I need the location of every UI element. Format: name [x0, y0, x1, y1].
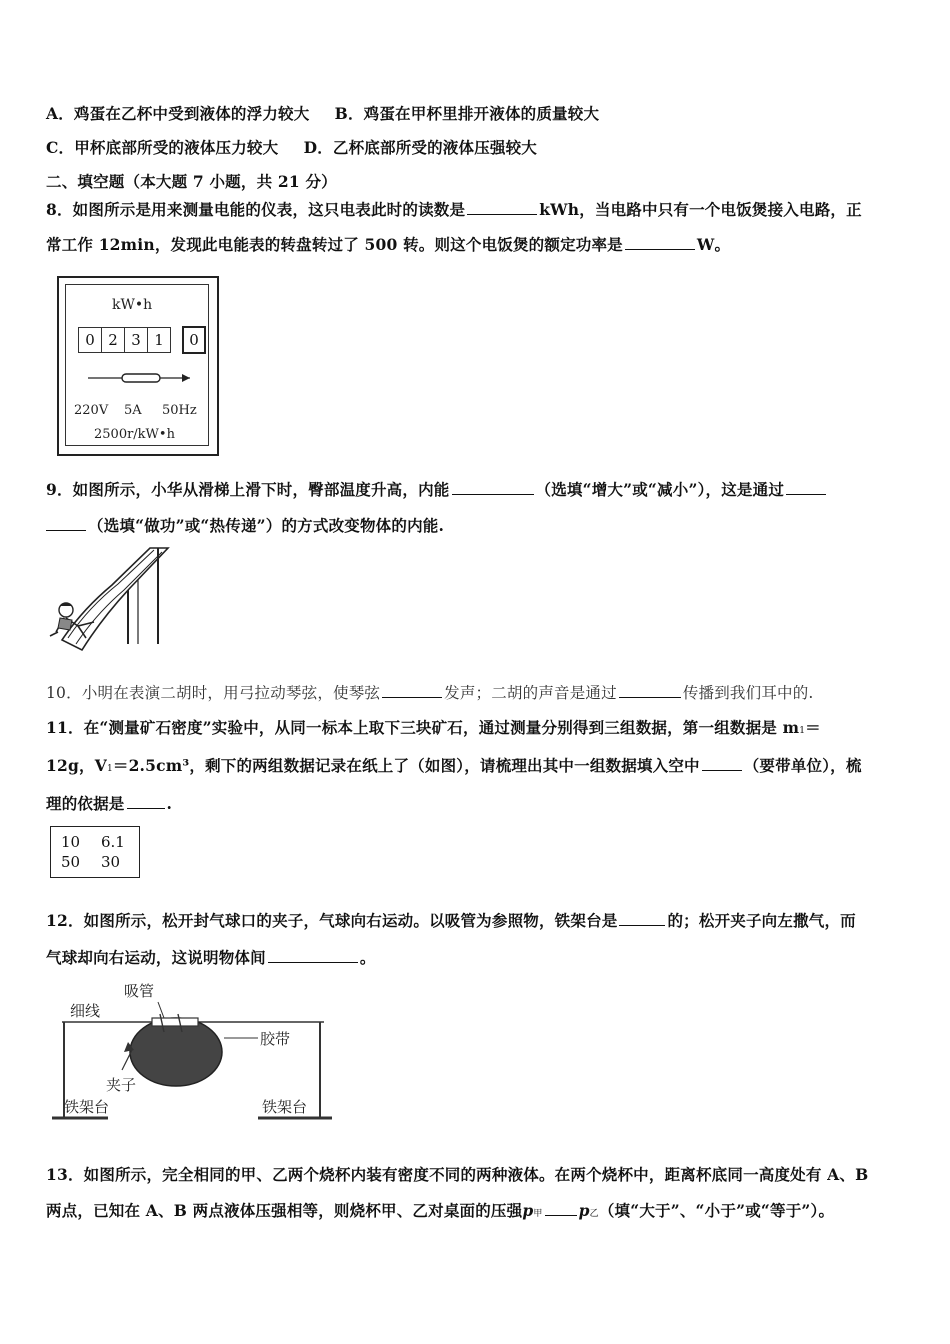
q11-line1: 11．在“测量矿石密度”实验中，从同一标本上取下三块矿石，通过测量分别得到三组数据，第一组数据是 m1＝	[46, 718, 821, 737]
q12-blank-1[interactable]	[619, 911, 665, 926]
q12-line2: 气球却向右运动，这说明物体间 。	[46, 948, 376, 967]
q9-line2: （选填“做功”或“热传递”）的方式改变物体的内能.	[46, 514, 444, 536]
label-stand-right: 铁架台	[262, 1098, 308, 1116]
q11-blank-2[interactable]	[127, 794, 165, 809]
table-cell: 30	[101, 853, 121, 871]
option-row-ab	[46, 102, 599, 124]
meter-digit-decimal: 0	[182, 326, 206, 354]
q12-line1: 12．如图所示，松开封气球口的夹子，气球向右运动。以吸管为参照物，铁架台是 的；松开夹子向左撒气，而	[46, 911, 856, 930]
label-clip: 夹子	[106, 1076, 137, 1094]
table-cell: 50	[61, 853, 81, 871]
q10-blank-2[interactable]	[619, 683, 681, 698]
electric-meter-figure	[57, 276, 219, 456]
q10-line: 10．小明在表演二胡时，用弓拉动琴弦，使琴弦 发声；二胡的声音是通过 传播到我们耳中的.	[46, 684, 814, 702]
balloon-experiment-figure	[48, 978, 338, 1128]
meter-rating: 2500r/kW•h	[94, 427, 175, 442]
label-stand-left: 铁架台	[64, 1098, 110, 1116]
q9-blank-2-start[interactable]	[786, 480, 826, 495]
table-cell: 6.1	[101, 833, 125, 851]
meter-disc-arrow-icon	[86, 371, 196, 385]
q8-blank-1[interactable]	[467, 200, 537, 215]
meter-digit: 1	[154, 331, 164, 349]
section-title: 二、填空题（本大题 7 小题，共 21 分）	[46, 172, 337, 191]
q13-line2: 两点，已知在 A、B 两点液体压强相等，则烧杯甲、乙对桌面的压强p甲 p乙（填“大于”、“小于”或“等于”）。	[46, 1201, 835, 1220]
meter-unit: kW•h	[112, 297, 153, 313]
slide-figure	[42, 540, 182, 656]
meter-face	[65, 284, 209, 446]
data-note-table	[50, 826, 140, 878]
option-d: D．乙杯底部所受的液体压强较大	[303, 138, 538, 157]
table-cell: 10	[61, 833, 81, 851]
meter-digits	[78, 327, 171, 353]
option-a: A．鸡蛋在乙杯中受到液体的浮力较大	[46, 104, 310, 123]
q9-blank-1[interactable]	[452, 480, 534, 495]
meter-digit: 3	[125, 328, 148, 352]
q8-blank-2[interactable]	[625, 235, 695, 250]
label-tape: 胶带	[260, 1030, 291, 1048]
meter-current: 5A	[124, 403, 142, 418]
q11-line2: 12g，V1＝2.5cm³，剩下的两组数据记录在纸上了（如图），请梳理出其中一组数据填入空中 （要带单位），梳	[46, 756, 862, 775]
option-row-cd	[46, 136, 537, 158]
q13-line1: 13．如图所示，完全相同的甲、乙两个烧杯内装有密度不同的两种液体。在两个烧杯中，距离杯底同一高度处有 A、B	[46, 1165, 869, 1184]
q13-blank[interactable]	[545, 1201, 577, 1216]
meter-digit: 2	[102, 328, 125, 352]
q8-line1: 8．如图所示是用来测量电能的仪表，这只电表此时的读数是 kWh，当电路中只有一个电饭煲接入电路，正	[46, 200, 862, 219]
option-c: C．甲杯底部所受的液体压力较大	[46, 138, 279, 157]
meter-digit: 0	[79, 328, 102, 352]
label-straw: 吸管	[124, 982, 155, 1000]
meter-frequency: 50Hz	[162, 403, 197, 418]
q12-blank-2[interactable]	[268, 948, 358, 963]
q9-blank-2-end[interactable]	[46, 516, 86, 531]
q11-blank-1[interactable]	[702, 756, 742, 771]
q10-blank-1[interactable]	[382, 683, 442, 698]
label-thread: 细线	[70, 1002, 101, 1020]
q9-line1: 9．如图所示，小华从滑梯上滑下时，臀部温度升高，内能 （选填“增大”或“减小”），这是通过	[46, 478, 828, 500]
meter-voltage: 220V	[74, 403, 109, 418]
q8-line2: 常工作 12min，发现此电能表的转盘转过了 500 转。则这个电饭煲的额定功率是 W。	[46, 235, 731, 254]
q11-line3: 理的依据是 .	[46, 794, 173, 813]
option-b: B．鸡蛋在甲杯里排开液体的质量较大	[334, 104, 600, 123]
